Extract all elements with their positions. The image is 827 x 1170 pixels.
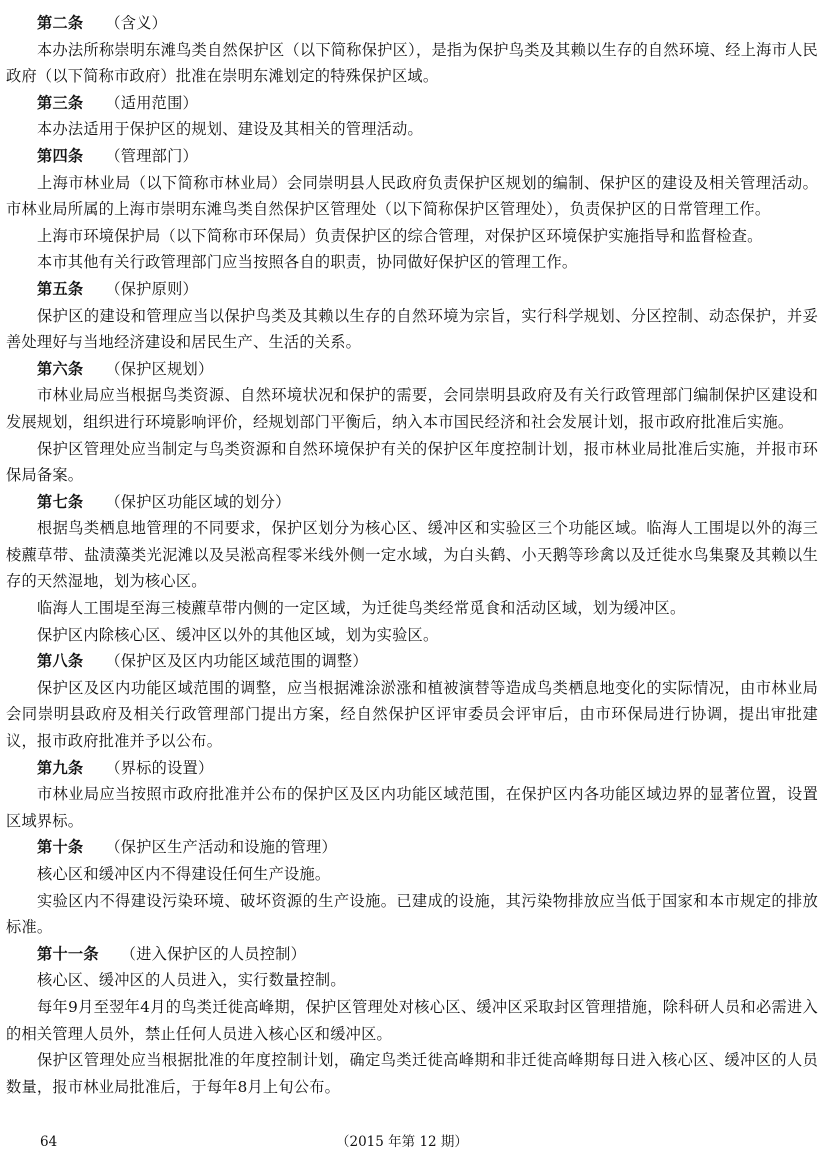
article-paragraph: 临海人工围堤至海三棱藨草带内侧的一定区域，为迁徙鸟类经常觅食和活动区域，划为缓冲区。 xyxy=(37,599,686,618)
article-number: 第二条 xyxy=(37,14,84,32)
article-number: 第十条 xyxy=(37,838,84,857)
article-heading xyxy=(6,276,818,303)
article-heading xyxy=(6,648,818,675)
article-paragraph: 保护区管理处应当制定与鸟类资源和自然环境保护有关的保护区年度控制计划，报市林业局批准后实施，并报市环保局备案。 xyxy=(6,439,818,485)
regulation-text xyxy=(6,10,818,1100)
article-number: 第六条 xyxy=(37,359,84,378)
article-subject: （保护区生产活动和设施的管理） xyxy=(105,838,337,857)
article-number: 第八条 xyxy=(37,652,84,671)
article-subject: （保护原则） xyxy=(105,279,198,298)
article-heading xyxy=(6,941,818,968)
article-subject: （界标的设置） xyxy=(105,758,214,777)
article-subject: （进入保护区的人员控制） xyxy=(120,944,306,963)
article-heading xyxy=(6,834,818,861)
article-number: 第十一条 xyxy=(37,944,99,963)
article-paragraph: 保护区管理处应当根据批准的年度控制计划，确定鸟类迁徙高峰期和非迁徙高峰期每日进入核心区、缓冲区的人员数量，报市林业局批准后，于每年8月上旬公布。 xyxy=(6,1051,818,1096)
article-heading xyxy=(6,356,818,383)
page-footer xyxy=(0,1129,827,1155)
article-subject: （保护区规划） xyxy=(105,359,214,378)
article-paragraph: 市林业局应当根据鸟类资源、自然环境状况和保护的需要，会同崇明县政府及有关行政管理部门编制保护区建设和发展规划，组织进行环境影响评价，经规划部门平衡后，纳入本市国民经济和社会发展计划，报市政府批准后实施。 xyxy=(6,386,818,431)
article-heading xyxy=(6,489,818,516)
article-paragraph: 本办法所称崇明东滩鸟类自然保护区（以下简称保护区），是指为保护鸟类及其赖以生存的自然环境、经上海市人民政府（以下简称市政府）批准在崇明东滩划定的特殊保护区域。 xyxy=(6,40,818,86)
article-number: 第五条 xyxy=(37,279,84,298)
article-number: 第九条 xyxy=(37,758,84,777)
article-number: 第四条 xyxy=(37,146,84,165)
article-paragraph: 保护区及区内功能区域范围的调整，应当根据滩涂淤涨和植被演替等造成鸟类栖息地变化的实际情况，由市林业局会同崇明县政府及相关行政管理部门提出方案，经自然保护区评审委员会评审后，由市环保局进行协调，提出审批建议，报市政府批准并予以公布。 xyxy=(6,678,818,751)
article-subject: （管理部门） xyxy=(105,146,198,165)
article-heading xyxy=(6,755,818,782)
article-paragraph: 实验区内不得建设污染环境、破坏资源的生产设施。已建成的设施，其污染物排放应当低于国家和本市规定的排放标准。 xyxy=(6,891,818,937)
issue-label: （2015 年第 12 期） xyxy=(336,1134,468,1150)
article-paragraph: 上海市环境保护局（以下简称市环保局）负责保护区的综合管理，对保护区环境保护实施指导和监督检查。 xyxy=(37,226,763,245)
page-number: 64 xyxy=(40,1134,58,1150)
article-paragraph: 保护区的建设和管理应当以保护鸟类及其赖以生存的自然环境为宗旨，实行科学规划、分区控制、动态保护，并妥善处理好与当地经济建设和居民生产、生活的关系。 xyxy=(6,306,818,352)
article-paragraph: 上海市林业局（以下简称市林业局）会同崇明县人民政府负责保护区规划的编制、保护区的建设及相关管理活动。市林业局所属的上海市崇明东滩鸟类自然保护区管理处（以下简称保护区管理处），负责保护区的日常管理工作。 xyxy=(6,173,818,219)
article-paragraph: 保护区内除核心区、缓冲区以外的其他区域，划为实验区。 xyxy=(37,625,439,644)
article-number: 第三条 xyxy=(37,93,84,112)
article-subject: （保护区及区内功能区域范围的调整） xyxy=(105,652,368,671)
article-subject: （适用范围） xyxy=(105,93,198,112)
article-number: 第七条 xyxy=(37,492,84,511)
article-paragraph: 根据鸟类栖息地管理的不同要求，保护区划分为核心区、缓冲区和实验区三个功能区域。临海人工围堤以外的海三棱藨草带、盐渍藻类光泥滩以及吴淞高程零米线外侧一定水域，为白头鹤、小天鹅等珍禽以及迁徙水鸟集聚及其赖以生存的天然湿地，划为核心区。 xyxy=(6,519,818,591)
article-paragraph: 核心区和缓冲区内不得建设任何生产设施。 xyxy=(37,865,331,883)
article-subject: （保护区功能区域的划分） xyxy=(105,492,291,511)
article-paragraph: 市林业局应当按照市政府批准并公布的保护区及区内功能区域范围，在保护区内各功能区域边界的显著位置，设置区域界标。 xyxy=(6,785,818,830)
article-paragraph: 每年9月至翌年4月的鸟类迁徙高峰期，保护区管理处对核心区、缓冲区采取封区管理措施，除科研人员和必需进入的相关管理人员外，禁止任何人员进入核心区和缓冲区。 xyxy=(6,997,818,1043)
article-subject: （含义） xyxy=(105,14,168,32)
article-paragraph: 核心区、缓冲区的人员进入，实行数量控制。 xyxy=(37,971,346,990)
article-heading xyxy=(6,10,818,37)
article-heading xyxy=(6,90,818,117)
article-heading xyxy=(6,143,818,170)
article-paragraph: 本市其他有关行政管理部门应当按照各自的职责，协同做好保护区的管理工作。 xyxy=(37,253,578,272)
article-paragraph: 本办法适用于保护区的规划、建设及其相关的管理活动。 xyxy=(37,120,423,139)
